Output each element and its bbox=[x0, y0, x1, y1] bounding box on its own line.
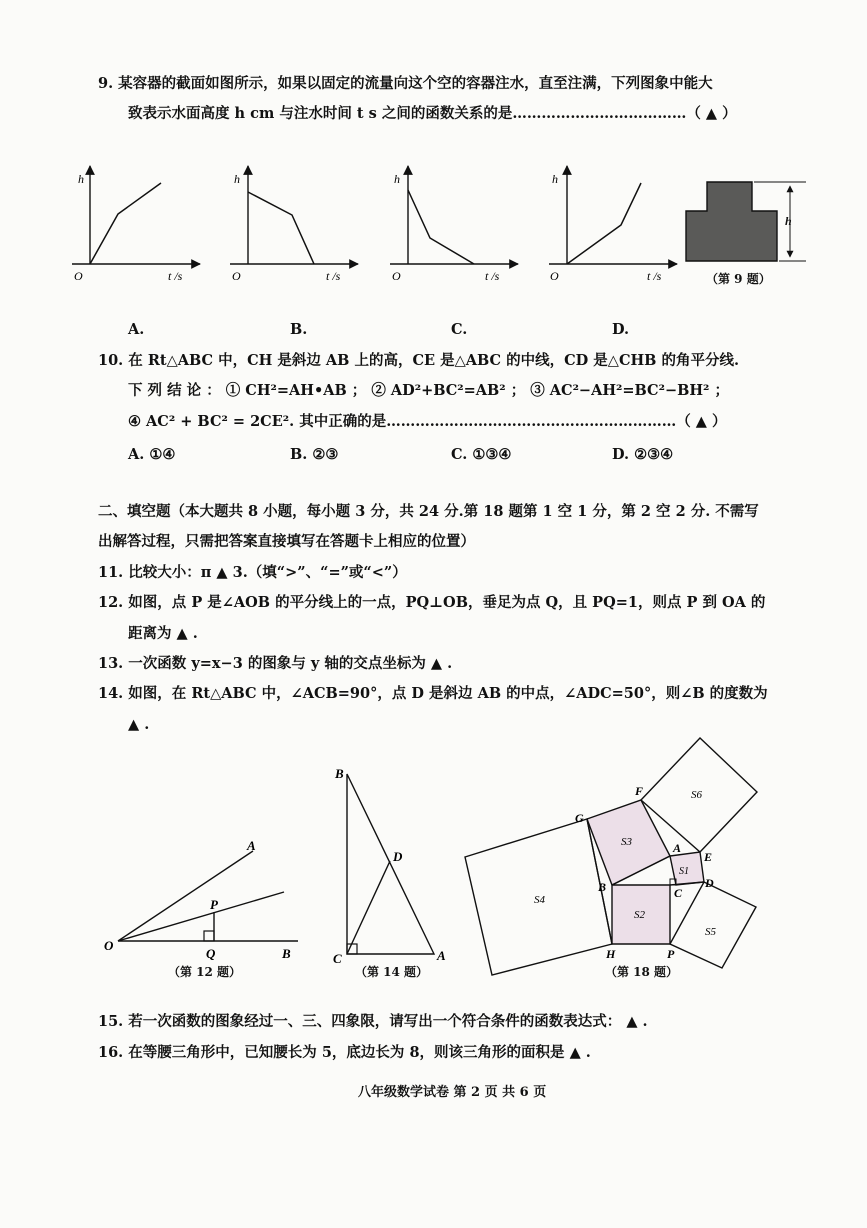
q9-line1: 9. 某容器的截面如图所示，如果以固定的流量向这个空的容器注水，直至注满，下列图象中能大 bbox=[98, 75, 713, 92]
q10-line3: ④ AC² + BC² = 2CE². 其中正确的是……………………………………………………（ ▲ ） bbox=[128, 413, 727, 430]
fig14-B: B bbox=[335, 766, 344, 781]
q12-line2: 距离为 ▲ . bbox=[128, 625, 198, 642]
fig18-S6: S6 bbox=[691, 789, 702, 801]
axis-t-label: t /s bbox=[326, 269, 341, 283]
fig18-C: C bbox=[674, 886, 683, 900]
fig14-C: C bbox=[333, 951, 342, 966]
fig18-S2: S2 bbox=[634, 909, 645, 921]
origin-label: O bbox=[232, 269, 241, 283]
fig18-H: H bbox=[606, 947, 616, 961]
fig12-B: B bbox=[282, 946, 291, 961]
q10-line2: 下 列 结 论 ： ① CH²=AH•AB ； ② AD²+BC²=AB² ； ③ AC²−AH²=BC²−BH² ； bbox=[128, 382, 729, 399]
origin-label: O bbox=[550, 269, 559, 283]
fig18 bbox=[465, 738, 757, 975]
fig12-P: P bbox=[210, 897, 218, 912]
section2-heading-line2: 出解答过程，只需把答案直接填写在答题卡上相应的位置） bbox=[98, 533, 475, 550]
q14-line1: 14. 如图，在 Rt△ABC 中，∠ACB=90°，点 D 是斜边 AB 的中点，∠ADC=50°，则∠B 的度数为 bbox=[98, 685, 768, 702]
fig12-caption: （第 12 题） bbox=[168, 965, 242, 979]
square-s5 bbox=[670, 882, 756, 968]
q10-option-b: B. ②③ bbox=[290, 446, 339, 463]
fig18-G: G bbox=[575, 811, 584, 825]
axis-t-label: t /s bbox=[647, 269, 662, 283]
fig12-O: O bbox=[104, 938, 114, 953]
axis-t-label: t /s bbox=[485, 269, 500, 283]
q9-line2: 致表示水面高度 h cm 与注水时间 t s 之间的函数关系的是………………………………（ ▲ ） bbox=[128, 105, 737, 122]
q9-option-c: C. bbox=[451, 321, 468, 338]
fig18-F: F bbox=[635, 784, 644, 798]
q9-option-b: B. bbox=[290, 321, 308, 338]
fig18-E: E bbox=[704, 850, 713, 864]
fig9-caption: （第 9 题） bbox=[706, 272, 771, 286]
fig18-P: P bbox=[667, 947, 675, 961]
q15: 15. 若一次函数的图象经过一、三、四象限，请写出一个符合条件的函数表达式： ▲ . bbox=[98, 1013, 648, 1030]
q14-line2: ▲ . bbox=[128, 716, 150, 733]
container-h-label: h bbox=[785, 214, 792, 228]
section2-heading-line1: 二、填空题（本大题共 8 小题，每小题 3 分，共 24 分.第 18 题第 1 空 1 分，第 2 空 2 分. 不需写 bbox=[98, 503, 759, 520]
q10-option-d: D. ②③④ bbox=[612, 446, 674, 463]
q12-line1: 12. 如图，点 P 是∠AOB 的平分线上的一点，PQ⊥OB，垂足为点 Q，且 PQ=1，则点 P 到 OA 的 bbox=[98, 594, 766, 611]
q9-option-a: A. bbox=[128, 321, 145, 338]
fig18-S4: S4 bbox=[534, 894, 545, 906]
fig14-caption: （第 14 题） bbox=[355, 965, 429, 979]
fig18-caption: （第 18 题） bbox=[605, 965, 679, 979]
fig14 bbox=[333, 766, 446, 966]
axis-t-label: t /s bbox=[168, 269, 183, 283]
page-footer: 八年级数学试卷 第 2 页 共 6 页 bbox=[358, 1085, 547, 1100]
q16: 16. 在等腰三角形中，已知腰长为 5，底边长为 8，则该三角形的面积是 ▲ . bbox=[98, 1044, 591, 1061]
fig18-D: D bbox=[705, 876, 714, 890]
q11: 11. 比较大小：π ▲ 3.（填“>”、“=”或“<”） bbox=[98, 564, 407, 581]
fig14-D: D bbox=[393, 849, 403, 864]
axis-h-label: h bbox=[394, 172, 400, 186]
fig14-A: A bbox=[437, 948, 446, 963]
origin-label: O bbox=[74, 269, 83, 283]
fig12 bbox=[104, 838, 298, 961]
q13: 13. 一次函数 y=x−3 的图象与 y 轴的交点坐标为 ▲ . bbox=[98, 655, 453, 672]
axis-h-label: h bbox=[552, 172, 558, 186]
origin-label: O bbox=[392, 269, 401, 283]
fig18-S1: S1 bbox=[679, 866, 689, 877]
fig18-B: B bbox=[598, 880, 607, 894]
fig18-A: A bbox=[673, 841, 682, 855]
fig18-S3: S3 bbox=[621, 836, 632, 848]
fig12-A: A bbox=[247, 838, 256, 853]
q10-option-a: A. ①④ bbox=[128, 446, 176, 463]
q10-line1: 10. 在 Rt△ABC 中，CH 是斜边 AB 上的高，CE 是△ABC 的中线，CD 是△CHB 的角平分线. bbox=[98, 352, 740, 369]
q10-option-c: C. ①③④ bbox=[451, 446, 512, 463]
axis-h-label: h bbox=[78, 172, 84, 186]
q9-option-d: D. bbox=[612, 321, 630, 338]
fig12-Q: Q bbox=[206, 946, 216, 961]
fig18-S5: S5 bbox=[705, 926, 716, 938]
axis-h-label: h bbox=[234, 172, 240, 186]
